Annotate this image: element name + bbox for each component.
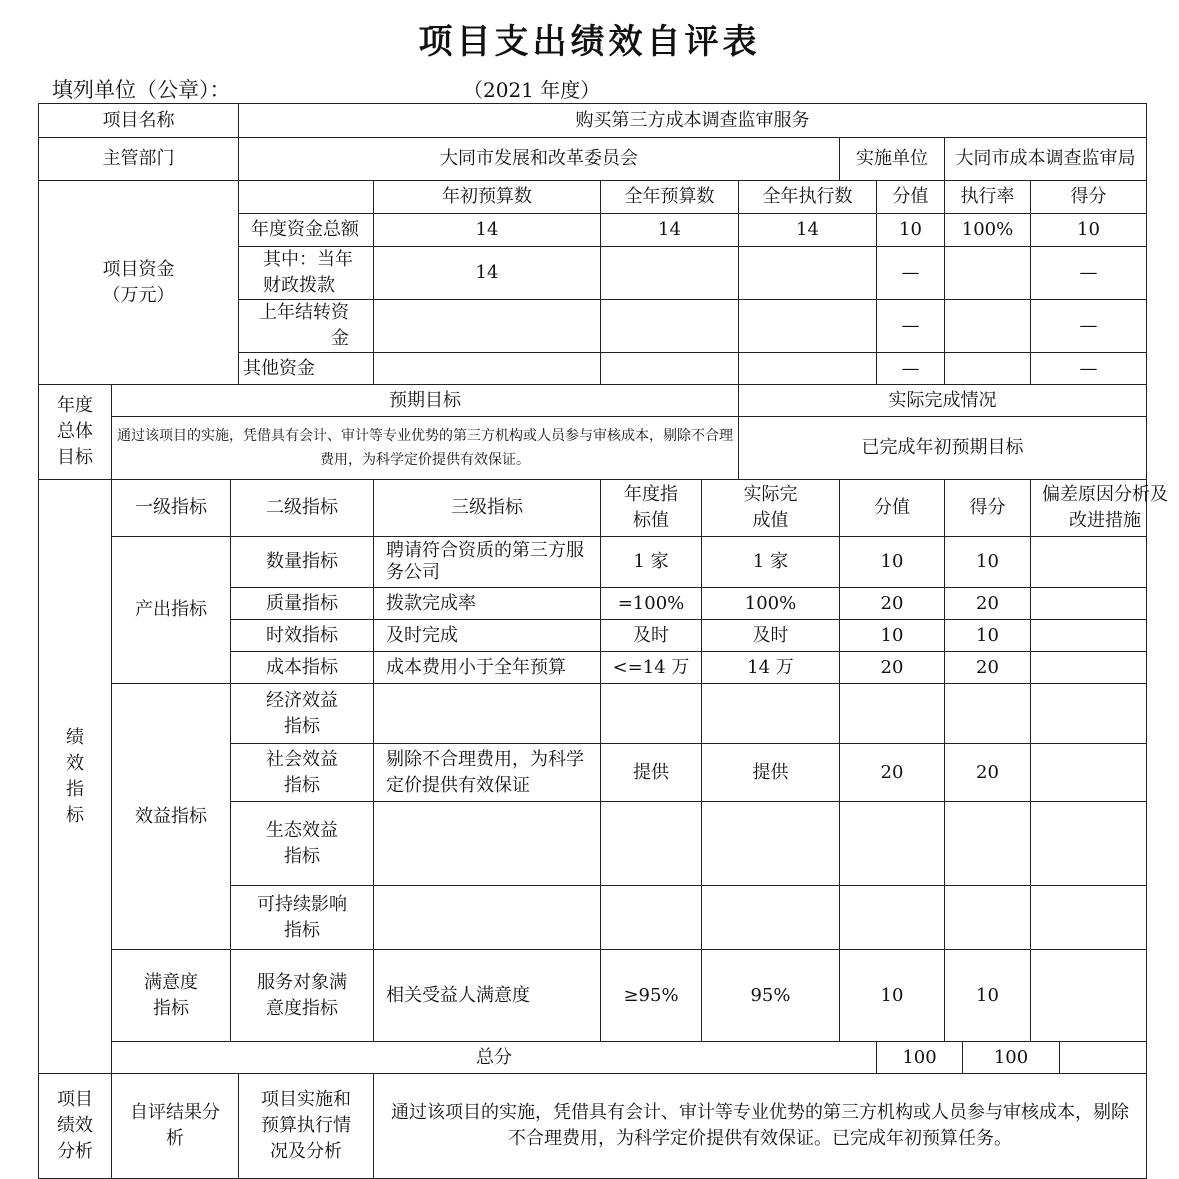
target-cell [601,886,702,950]
annual-goal-label [39,385,112,480]
actual-completion-header: 实际完成情况 [739,385,1147,417]
score-cell: 20 [945,652,1031,684]
annual-goal-label-text: 年度总体目标 [57,395,93,468]
page-title: 项目支出绩效自评表 [418,22,761,62]
filler-unit-label: 填列单位（公章）： [52,78,231,102]
score-value-cell: 10 [840,537,945,588]
level2-text: 服务对象满意度指标 [257,971,347,1019]
score-cell [945,684,1031,744]
actual-cell [702,684,840,744]
header-level3: 三级指标 [374,480,601,537]
header-actual-text: 实际完成值 [743,484,798,531]
implementation-label-text: 项目实施和预算执行情况及分析 [261,1089,351,1162]
actual-cell: 95% [702,950,840,1042]
header-target-text: 年度指标值 [624,484,678,531]
score-cell: 10 [945,950,1031,1042]
score-value-cell: 20 [840,652,945,684]
total-label: 总分 [112,1042,877,1074]
implementation-label [239,1074,374,1179]
target-cell: ≥95% [601,950,702,1042]
funds-header-executed: 全年执行数 [739,181,877,214]
deviation-cell [1031,537,1147,588]
output-indicators-label: 产出指标 [112,537,231,684]
level2-cell: 成本指标 [231,652,374,684]
deviation-cell [1031,802,1147,886]
target-cell: 1 家 [601,537,702,588]
funds-cell [739,247,877,300]
funds-row-name: 上年结转资金 [239,300,374,353]
actual-cell: 1 家 [702,537,840,588]
header-level1: 一级指标 [112,480,231,537]
level3-cell: 剔除不合理费用，为科学定价提供有效保证 [374,744,601,802]
score-cell: 10 [945,537,1031,588]
score-value-cell: 20 [840,744,945,802]
funds-cell [945,247,1031,300]
deviation-cell [1031,588,1147,620]
level2-cell [231,886,374,950]
actual-cell [702,802,840,886]
funds-cell: — [877,300,945,353]
funds-cell: 14 [601,214,739,247]
actual-completion-text: 已完成年初预期目标 [739,417,1147,480]
score-cell [945,802,1031,886]
actual-cell: 14 万 [702,652,840,684]
level3-cell: 成本费用小于全年预算 [374,652,601,684]
impl-unit-label: 实施单位 [840,138,945,181]
level2-text: 生态效益指标 [266,819,338,867]
funds-cell: 100% [945,214,1031,247]
funds-cell: — [877,353,945,385]
level3-cell: 聘请符合资质的第三方服务公司 [374,537,601,588]
funds-header-initial: 年初预算数 [374,181,601,214]
target-cell: 提供 [601,744,702,802]
perf-indicators-label [39,480,112,1074]
score-value-cell: 10 [840,620,945,652]
deviation-cell [1031,652,1147,684]
project-name-label: 项目名称 [39,104,239,138]
funds-header-rate: 执行率 [945,181,1031,214]
funds-label [39,181,239,385]
level3-cell [374,684,601,744]
level2-text: 可持续影响指标 [257,893,347,941]
level2-cell [231,802,374,886]
actual-cell: 提供 [702,744,840,802]
evaluation-table [38,103,1168,1179]
level2-cell: 质量指标 [231,588,374,620]
expected-goal-header: 预期目标 [112,385,739,417]
funds-cell: — [1031,353,1147,385]
deviation-cell [1031,684,1147,744]
benefit-indicators-label: 效益指标 [112,684,231,950]
level2-text: 社会效益指标 [266,748,338,796]
header-target [601,480,702,537]
funds-row-name: 其中：当年财政拨款 [239,247,374,300]
funds-row-name: 其他资金 [239,353,374,385]
funds-header-annual: 全年预算数 [601,181,739,214]
funds-cell: — [1031,300,1147,353]
level3-cell: 及时完成 [374,620,601,652]
perf-indicators-label-text: 绩效指标 [66,726,84,826]
level3-cell: 相关受益人满意度 [374,950,601,1042]
actual-cell: 及时 [702,620,840,652]
header-deviation-text: 偏差原因分析及改进措施 [1042,484,1168,531]
funds-cell [374,353,601,385]
funds-cell [945,353,1031,385]
funds-cell [739,300,877,353]
score-value-cell [840,684,945,744]
actual-cell: 100% [702,588,840,620]
funds-cell [945,300,1031,353]
self-eval-label-text: 自评结果分析 [130,1102,220,1149]
total-deviation [1060,1042,1147,1074]
funds-cell: 14 [374,247,601,300]
analysis-label-text: 项目绩效分析 [57,1089,93,1162]
score-cell: 20 [945,588,1031,620]
deviation-cell [1031,744,1147,802]
funds-cell [374,300,601,353]
funds-cell: 14 [739,214,877,247]
expected-goal-text: 通过该项目的实施，凭借具有会计、审计等专业优势的第三方机构或人员参与审核成本，剔除不合理费用，为科学定价提供有效保证。 [112,417,739,480]
self-eval-label [112,1074,239,1179]
total-score-value: 100 [877,1042,963,1074]
level2-text: 经济效益指标 [266,689,338,737]
score-cell [945,886,1031,950]
score-value-cell: 10 [840,950,945,1042]
score-cell: 20 [945,744,1031,802]
level2-cell: 数量指标 [231,537,374,588]
score-cell: 10 [945,620,1031,652]
level2-cell [231,744,374,802]
score-value-cell [840,886,945,950]
target-cell: =100% [601,588,702,620]
funds-cell [739,353,877,385]
funds-cell [601,300,739,353]
score-value-cell: 20 [840,588,945,620]
project-name-value: 购买第三方成本调查监审服务 [239,104,1147,138]
target-cell [601,684,702,744]
project-perf-analysis-label [39,1074,112,1179]
funds-label-text: 项目资金 [102,258,175,280]
dept-label: 主管部门 [39,138,239,181]
deviation-cell [1031,620,1147,652]
dept-value: 大同市发展和改革委员会 [239,138,840,181]
funds-cell: 10 [1031,214,1147,247]
funds-header-score-value: 分值 [877,181,945,214]
analysis-text: 通过该项目的实施，凭借具有会计、审计等专业优势的第三方机构或人员参与审核成本，剔除不合理费用，为科学定价提供有效保证。已完成年初预算任务。 [374,1074,1147,1179]
funds-header-blank [239,181,374,214]
funds-cell [601,247,739,300]
impl-unit-value: 大同市成本调查监审局 [945,138,1147,181]
total-score: 100 [963,1042,1060,1074]
header-score: 得分 [945,480,1031,537]
level2-cell: 时效指标 [231,620,374,652]
level3-cell: 拨款完成率 [374,588,601,620]
header-actual [702,480,840,537]
satisfaction-indicators-label [112,950,231,1042]
deviation-cell [1031,886,1147,950]
header-level2: 二级指标 [231,480,374,537]
funds-cell: — [877,247,945,300]
level3-cell [374,802,601,886]
target-cell [601,802,702,886]
deviation-cell [1031,950,1147,1042]
funds-header-score: 得分 [1031,181,1147,214]
funds-row-name: 年度资金总额 [239,214,374,247]
fiscal-year: （2021 年度） [463,78,601,102]
funds-cell: — [1031,247,1147,300]
level2-cell [231,684,374,744]
target-cell: 及时 [601,620,702,652]
funds-unit-text: （万元） [102,284,175,306]
funds-cell [601,353,739,385]
actual-cell [702,886,840,950]
level3-cell [374,886,601,950]
funds-cell: 14 [374,214,601,247]
header-deviation [1031,480,1168,537]
header-score-value: 分值 [840,480,945,537]
level2-cell [231,950,374,1042]
funds-cell: 10 [877,214,945,247]
satisfaction-label-text: 满意度指标 [144,971,198,1019]
score-value-cell [840,802,945,886]
target-cell: <=14 万 [601,652,702,684]
